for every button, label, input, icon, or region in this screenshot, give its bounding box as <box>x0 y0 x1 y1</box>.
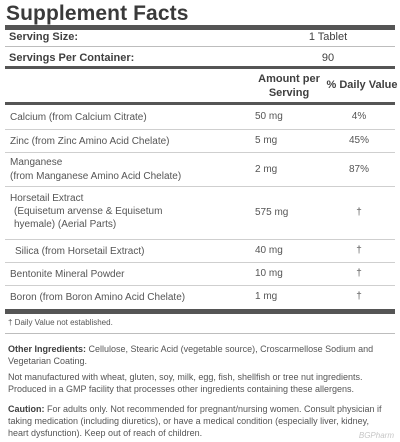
nutrient-name <box>10 192 162 231</box>
nutrient-amount: 1 mg <box>255 291 278 302</box>
nutrient-name-line: Horsetail Extract <box>10 193 84 204</box>
other-ingredients-text: Cellulose, Stearic Acid (vegetable source), Croscarmellose Sodium and Vegetarian Coating. <box>8 344 374 366</box>
nutrient-name: Boron (from Boron Amino Acid Chelate) <box>10 292 186 303</box>
divider <box>5 46 395 47</box>
nutrient-name-line: hyemale) (Aerial Parts) <box>14 219 117 230</box>
header-bottom-rule <box>5 102 395 105</box>
caution-text: For adults only. Not recommended for pregnant/nursing women. Consult physician if taking medication (including diuretics), or have a medical condition (especially liver, kidney, heart dysfunction). Keep out of reach of children. <box>8 404 382 438</box>
nutrient-daily-value: † <box>356 291 362 302</box>
nutrient-daily-value: 45% <box>348 135 369 146</box>
nutrient-name-line: (from Manganese Amino Acid Chelate) <box>10 171 182 182</box>
caution-label: Caution: <box>8 404 45 414</box>
nutrient-amount: 40 mg <box>255 245 283 256</box>
watermark: BGPharm <box>358 431 394 440</box>
amount-header-line2: Serving <box>268 87 310 99</box>
amount-header-line1: Amount per <box>258 73 320 85</box>
serving-size-label: Serving Size: <box>9 31 79 43</box>
nutrient-amount: 575 mg <box>255 207 289 218</box>
nutrient-amount: 50 mg <box>255 111 283 122</box>
top-rule <box>5 25 395 30</box>
nutrient-name: Zinc (from Zinc Amino Acid Chelate) <box>10 136 170 147</box>
nutrient-amount: 5 mg <box>255 135 278 146</box>
table-row <box>5 106 395 130</box>
footnote-divider <box>5 333 395 334</box>
serving-size-value: 1 Tablet <box>308 31 348 43</box>
nutrient-daily-value: † <box>356 207 362 218</box>
table-row <box>5 263 395 286</box>
servings-per-container-label: Servings Per Container: <box>9 52 135 64</box>
nutrient-daily-value: 4% <box>351 111 367 122</box>
nutrient-daily-value: 87% <box>348 164 369 175</box>
nutrient-amount: 2 mg <box>255 164 278 175</box>
daily-value-header: % Daily Value <box>326 79 398 91</box>
allergen-note: Not manufactured with wheat, gluten, soy, milk, egg, fish, shellfish or tree nut ingredients. Produced in a GMP facility that processes other ingredients containing these allergens. <box>8 372 363 394</box>
servings-per-container-value: 90 <box>321 52 335 64</box>
table-row <box>5 240 395 263</box>
panel-title: Supplement Facts <box>6 2 189 25</box>
nutrient-name <box>10 156 181 183</box>
other-ingredients <box>8 343 390 367</box>
table-row <box>5 153 395 187</box>
other-ingredients-label: Other Ingredients: <box>8 344 87 354</box>
nutrient-amount: 10 mg <box>255 268 283 279</box>
header-rule <box>5 66 395 69</box>
nutrient-daily-value: † <box>356 245 362 256</box>
daily-value-footnote: † Daily Value not established. <box>8 318 113 327</box>
table-row <box>5 130 395 153</box>
table-row <box>5 286 395 308</box>
table-row <box>5 187 395 240</box>
table-bottom-rule <box>5 309 395 314</box>
nutrient-name: Bentonite Mineral Powder <box>10 269 125 280</box>
nutrient-name: Silica (from Horsetail Extract) <box>15 246 145 257</box>
caution-statement <box>8 403 390 439</box>
nutrient-name: Calcium (from Calcium Citrate) <box>10 112 147 123</box>
nutrient-name-line: Manganese <box>10 157 63 168</box>
nutrient-daily-value: † <box>356 268 362 279</box>
nutrient-name-line: (Equisetum arvense & Equisetum <box>14 206 163 217</box>
